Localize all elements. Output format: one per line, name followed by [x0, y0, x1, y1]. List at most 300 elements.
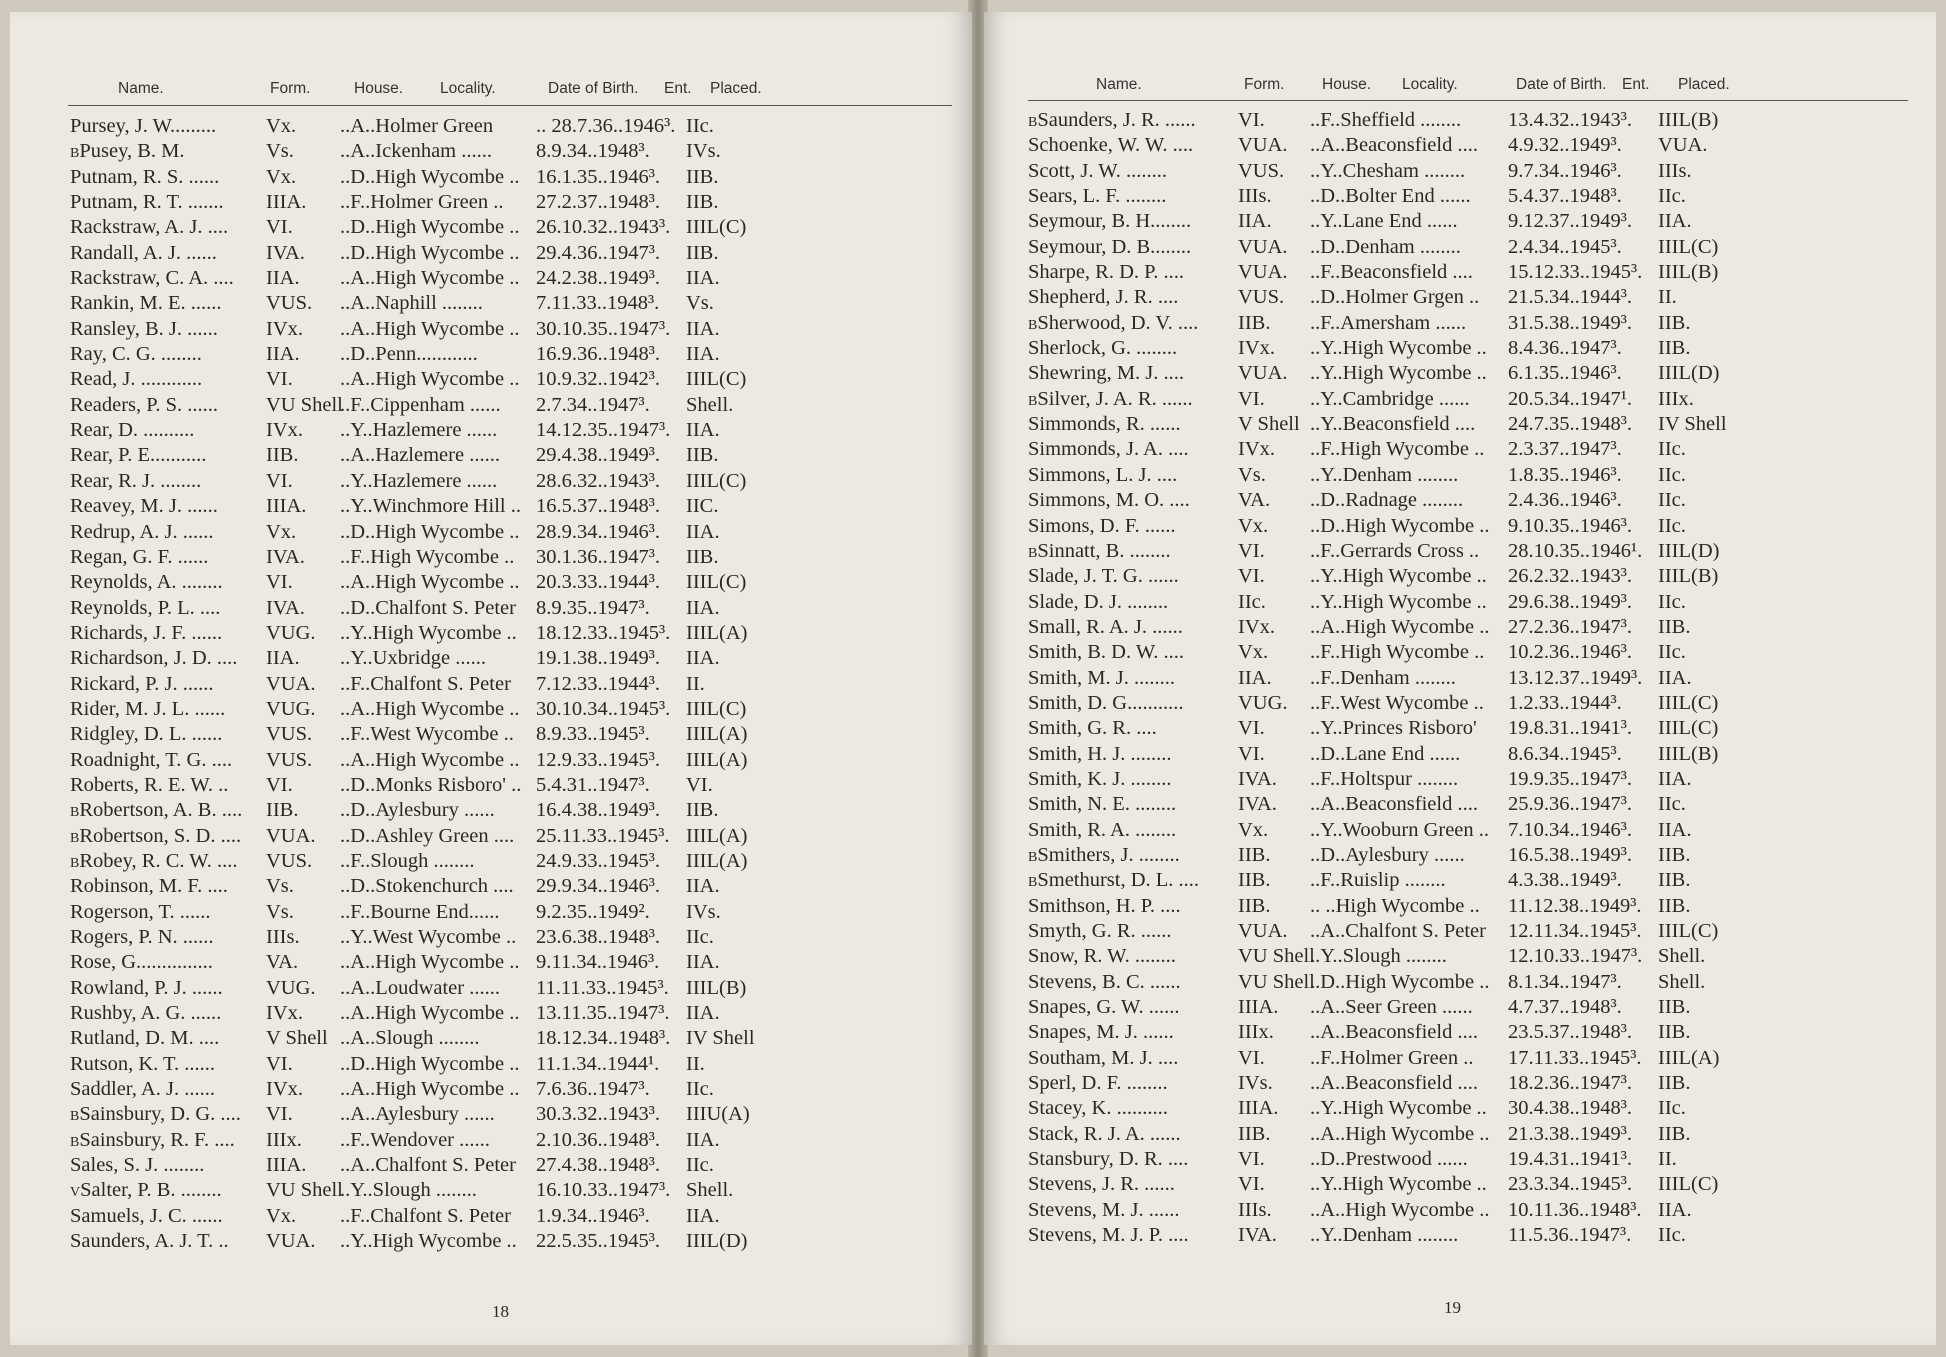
table-row	[70, 1229, 960, 1254]
entry-date-of-birth: 7.10.34..1946³.	[1508, 818, 1633, 841]
entry-locality: ..Y..High Wycombe ..	[340, 1230, 517, 1253]
entry-name-text: Schoenke, W. W. ....	[1028, 134, 1194, 157]
table-row	[70, 798, 960, 823]
entry-name	[70, 1026, 219, 1051]
entry-date-of-birth: 8.9.34..1948³.	[536, 140, 650, 163]
entry-name	[70, 824, 241, 851]
entry-name	[1028, 666, 1175, 691]
entry-name	[70, 672, 214, 697]
entry-mark: B	[1028, 317, 1038, 333]
entry-name	[1028, 716, 1157, 741]
entry-name	[1028, 1071, 1168, 1096]
entry-form: VU Shell	[266, 393, 343, 416]
entry-date-of-birth: 2.7.34..1947³.	[536, 393, 650, 416]
page-18	[10, 12, 972, 1345]
table-row	[1028, 1046, 1928, 1071]
entry-form: IVA.	[266, 241, 305, 264]
table-row	[1028, 159, 1928, 184]
entry-placed: IV Shell	[686, 1027, 755, 1050]
table-row	[70, 621, 960, 646]
entry-locality: ..Y..High Wycombe ..	[1310, 1173, 1487, 1196]
entry-locality: ..Y..High Wycombe ..	[340, 621, 517, 644]
entry-form: VUS.	[266, 748, 313, 771]
entry-date-of-birth: 18.12.34..1948³.	[536, 1027, 671, 1050]
table-row	[1028, 1096, 1928, 1121]
entry-name-text: Sears, L. F. ........	[1028, 185, 1167, 208]
entry-date-of-birth: 26.10.32..1943³.	[536, 216, 671, 239]
entry-locality: ..F..Holmer Green ..	[1310, 1046, 1474, 1069]
table-row	[1028, 1147, 1928, 1172]
entry-name-text: Stevens, M. J. ......	[1028, 1198, 1180, 1221]
entry-date-of-birth: 9.7.34..1946³.	[1508, 159, 1622, 182]
table-row	[1028, 311, 1928, 336]
table-row	[70, 241, 960, 266]
entry-date-of-birth: 27.2.37..1948³.	[536, 191, 661, 214]
entry-locality: ..A..High Wycombe ..	[340, 1002, 520, 1025]
entry-placed: IIIL(A)	[1658, 1046, 1720, 1069]
entry-date-of-birth: 1.9.34..1946³.	[536, 1204, 650, 1227]
column-headers	[118, 80, 958, 100]
entry-placed: VI.	[686, 773, 713, 796]
entry-locality: ..A..Loudwater ......	[340, 976, 500, 999]
entry-date-of-birth: 23.3.34..1945³.	[1508, 1173, 1633, 1196]
entry-placed: IIIL(C)	[1658, 691, 1719, 714]
table-row	[70, 342, 960, 367]
entry-placed: IVs.	[686, 900, 721, 923]
entry-mark: B	[70, 146, 80, 162]
entry-form: VU Shell	[1238, 945, 1315, 968]
entry-locality: ..Y..Slough ........	[340, 1179, 477, 1202]
entry-name-text: Simmonds, J. A. ....	[1028, 438, 1189, 461]
table-row	[1028, 818, 1928, 843]
entry-date-of-birth: 18.12.33..1945³.	[536, 621, 671, 644]
entry-date-of-birth: 11.12.38..1949³.	[1508, 894, 1642, 917]
entry-name	[1028, 184, 1166, 209]
header-dob: Date of Birth.	[1516, 76, 1607, 93]
entry-form: IVx.	[1238, 615, 1276, 638]
entry-name	[70, 697, 225, 722]
entry-locality: ..Y..Uxbridge ......	[340, 647, 486, 670]
table-row	[70, 418, 960, 443]
entry-name	[70, 748, 232, 773]
entry-name-text: Robertson, S. D. ....	[79, 824, 242, 847]
table-row	[70, 1204, 960, 1229]
entry-date-of-birth: 21.5.34..1944³.	[1508, 286, 1633, 309]
entry-placed: IIIL(B)	[1658, 261, 1719, 284]
entry-date-of-birth: 17.11.33..1945³.	[1508, 1046, 1642, 1069]
entry-name	[1028, 1147, 1188, 1172]
table-row	[70, 646, 960, 671]
entry-form: IVx.	[1238, 438, 1276, 461]
table-row	[70, 367, 960, 392]
entry-name-text: Rose, G...............	[70, 951, 213, 974]
table-row	[70, 443, 960, 468]
entry-date-of-birth: 16.10.33..1947³.	[536, 1179, 671, 1202]
entry-placed: IVs.	[686, 140, 721, 163]
entry-name-text: Stevens, M. J. P. ....	[1028, 1224, 1189, 1247]
entry-date-of-birth: 29.9.34..1946³.	[536, 875, 661, 898]
entry-date-of-birth: 8.6.34..1945³.	[1508, 742, 1622, 765]
entry-form: IVs.	[1238, 1072, 1273, 1095]
entry-placed: IIIL(B)	[1658, 109, 1719, 131]
entry-date-of-birth: 7.11.33..1948³.	[536, 292, 660, 315]
entry-date-of-birth: 29.4.38..1949³.	[536, 444, 661, 467]
entry-name-text: Sharpe, R. D. P. ....	[1028, 261, 1185, 284]
entry-locality: ..Y..High Wycombe ..	[1310, 590, 1487, 613]
entry-name-text: Stacey, K. ..........	[1028, 1097, 1168, 1120]
entry-locality: ..Y..Lane End ......	[1310, 210, 1458, 233]
entry-placed: IIIL(B)	[686, 976, 747, 999]
entry-date-of-birth: 24.9.33..1945³.	[536, 849, 661, 872]
header-dob: Date of Birth.	[548, 80, 639, 97]
entry-locality: ..F..Gerrards Cross ..	[1310, 539, 1480, 562]
table-row	[70, 773, 960, 798]
entry-name	[1028, 640, 1184, 665]
table-row	[1028, 1223, 1928, 1248]
entry-placed: IIA.	[686, 1128, 720, 1151]
entry-placed: IIc.	[686, 926, 714, 948]
entry-locality: ..Y..Hazlemere ......	[340, 469, 498, 492]
entry-form: VI.	[266, 1103, 293, 1126]
entry-name-text: Rider, M. J. L. ......	[70, 697, 226, 720]
table-row	[1028, 742, 1928, 767]
table-row	[1028, 792, 1928, 817]
entry-placed: IIB.	[1658, 615, 1691, 638]
entry-form: Vx.	[266, 115, 297, 137]
table-row	[1028, 666, 1928, 691]
entry-mark: B	[1028, 849, 1038, 865]
table-row	[1028, 843, 1928, 868]
entry-date-of-birth: 11.11.33..1945³.	[536, 976, 669, 999]
entry-name-text: Smith, G. R. ....	[1028, 717, 1157, 740]
entry-name-text: Snapes, M. J. ......	[1028, 1021, 1174, 1044]
entry-name	[1028, 894, 1181, 919]
entry-mark: B	[70, 1134, 80, 1150]
entry-name	[70, 165, 219, 190]
entry-name	[70, 570, 223, 595]
entry-name	[70, 342, 202, 367]
entry-placed: IIc.	[686, 115, 714, 137]
entry-form: VI.	[1238, 109, 1265, 131]
entry-locality: ..D..Denham ........	[1310, 235, 1461, 258]
entry-name-text: Silver, J. A. R. ......	[1037, 387, 1193, 410]
entry-name	[1028, 463, 1177, 488]
entry-form: IVx.	[266, 419, 304, 442]
entry-locality: ..D..High Wycombe ..	[340, 520, 520, 543]
entry-form: Vs.	[266, 875, 294, 898]
entry-placed: IIc.	[1658, 438, 1686, 461]
entry-date-of-birth: 24.2.38..1949³.	[536, 267, 661, 290]
entry-name	[1028, 437, 1189, 462]
entry-date-of-birth: 19.9.35..1947³.	[1508, 767, 1633, 790]
entry-name-text: Read, J. ............	[70, 368, 203, 391]
entry-mark: V	[70, 1185, 81, 1201]
entry-form: IIIs.	[1238, 185, 1272, 208]
entry-form: Vs.	[1238, 463, 1266, 486]
entry-name	[1028, 514, 1176, 539]
entry-name-text: Robertson, A. B. ....	[79, 799, 243, 822]
entry-placed: IIA.	[1658, 1198, 1692, 1221]
table-row	[1028, 260, 1928, 285]
entry-placed: IIA.	[1658, 666, 1692, 689]
table-row	[70, 190, 960, 215]
entry-locality: ..Y..Winchmore Hill ..	[340, 495, 521, 518]
table-row	[70, 925, 960, 950]
header-placed: Placed.	[1678, 76, 1730, 93]
entry-locality: ..D..Radnage ........	[1310, 489, 1464, 512]
entry-locality: ..D..Prestwood ......	[1310, 1148, 1468, 1171]
entry-name	[1028, 387, 1193, 414]
entry-name	[1028, 159, 1167, 184]
entry-date-of-birth: 27.2.36..1947³.	[1508, 615, 1633, 638]
table-row	[70, 494, 960, 519]
entry-name-text: Rutland, D. M. ....	[70, 1027, 220, 1050]
entry-placed: IIc.	[1658, 590, 1686, 613]
entry-form: VU Shell	[266, 1179, 343, 1202]
table-row	[70, 722, 960, 747]
entry-form: IIB.	[1238, 311, 1271, 334]
entry-name	[70, 241, 217, 266]
entry-form: IIIx.	[266, 1128, 302, 1151]
table-row	[1028, 1198, 1928, 1223]
entry-name-text: Stack, R. J. A. ......	[1028, 1122, 1181, 1145]
entry-form: VUG.	[266, 621, 316, 644]
entry-date-of-birth: 5.4.31..1947³.	[536, 773, 650, 796]
entry-name-text: Readers, P. S. ......	[70, 393, 219, 416]
entry-locality: ..Y..Wooburn Green ..	[1310, 818, 1490, 841]
entry-placed: IIIL(C)	[686, 368, 747, 391]
entry-form: VI.	[1238, 565, 1265, 588]
page-number: 18	[492, 1302, 509, 1321]
entry-placed: IIIL(B)	[1658, 742, 1719, 765]
entry-locality: ..F..Ruislip ........	[1310, 869, 1446, 892]
entry-placed: IIIL(C)	[686, 697, 747, 720]
header-locality: Locality.	[440, 80, 496, 97]
header-name: Name.	[118, 80, 164, 97]
entry-date-of-birth: 7.12.33..1944³.	[536, 672, 661, 695]
entry-name	[1028, 412, 1181, 437]
entry-placed: II.	[686, 1052, 705, 1075]
entry-name-text: Reynolds, P. L. ....	[70, 596, 221, 619]
entry-form: Vx.	[1238, 818, 1269, 841]
table-row	[1028, 944, 1928, 969]
entry-placed: IIA.	[686, 596, 720, 619]
entry-form: IIB.	[1238, 894, 1271, 917]
header-ent: Ent.	[1622, 76, 1650, 93]
entry-placed: IIIL(C)	[1658, 1173, 1719, 1196]
entry-form: VI.	[1238, 742, 1265, 765]
entry-date-of-birth: 24.7.35..1948³.	[1508, 413, 1633, 436]
entry-locality: ..Y..Slough ........	[1310, 945, 1447, 968]
entry-name-text: Smith, H. J. ........	[1028, 742, 1172, 765]
entry-form: IIIs.	[1238, 1198, 1272, 1221]
entry-form: VUG.	[266, 976, 316, 999]
table-row	[70, 849, 960, 874]
table-row	[1028, 615, 1928, 640]
entry-name-text: Sales, S. J. ........	[70, 1154, 205, 1177]
entry-name-text: Richardson, J. D. ....	[70, 647, 238, 670]
entry-placed: IIIs.	[1658, 159, 1692, 182]
entry-form: VI.	[1238, 539, 1265, 562]
entry-placed: IIc.	[686, 1154, 714, 1177]
table-row	[70, 976, 960, 1001]
entry-placed: Shell.	[686, 393, 734, 416]
entry-form: IIA.	[266, 647, 300, 670]
entry-name	[1028, 1096, 1168, 1121]
entry-locality: ..F..Beaconsfield ....	[1310, 261, 1473, 284]
entry-date-of-birth: 13.11.35..1947³.	[536, 1002, 670, 1025]
entry-date-of-birth: 30.4.38..1948³.	[1508, 1097, 1633, 1120]
entry-name-text: Stansbury, D. R. ....	[1028, 1148, 1189, 1171]
entry-locality: ..D..Aylesbury ......	[340, 799, 495, 822]
entry-placed: IIc.	[1658, 463, 1686, 486]
entry-name-text: Robey, R. C. W. ....	[79, 849, 238, 872]
header-rule	[68, 105, 952, 106]
entry-locality: ..F..Holtspur ........	[1310, 767, 1459, 790]
table-row	[70, 748, 960, 773]
entry-name-text: Slade, D. J. ........	[1028, 590, 1169, 613]
entry-name-text: Rogers, P. N. ......	[70, 926, 214, 948]
entry-name	[70, 773, 228, 798]
entry-name-text: Ridgley, D. L. ......	[70, 723, 223, 746]
entry-name-text: Smith, D. G...........	[1028, 691, 1184, 714]
entry-name	[1028, 843, 1180, 870]
entry-locality: ..Y..High Wycombe ..	[1310, 337, 1487, 360]
entry-mark: B	[1028, 875, 1038, 891]
entry-locality: ..A..High Wycombe ..	[340, 317, 520, 340]
entry-name-text: Rear, D. ..........	[70, 419, 195, 442]
table-row	[1028, 209, 1928, 234]
entry-locality: ..A..High Wycombe ..	[340, 697, 520, 720]
entry-placed: IIB.	[1658, 894, 1691, 917]
entry-name-text: Ransley, B. J. ......	[70, 317, 218, 340]
entry-name	[70, 545, 208, 570]
entry-placed: IIIx.	[1658, 387, 1694, 410]
entry-name-text: Stevens, B. C. ......	[1028, 970, 1181, 993]
entry-name-text: Simons, D. F. ......	[1028, 514, 1176, 537]
entry-placed: IIc.	[1658, 514, 1686, 537]
entry-form: VUA.	[1238, 920, 1288, 942]
entry-form: IVA.	[266, 545, 305, 568]
table-row	[70, 114, 960, 139]
entry-locality: ..Y..High Wycombe ..	[1310, 565, 1487, 588]
entry-date-of-birth: 29.4.36..1947³.	[536, 241, 661, 264]
entry-locality: ..A..Slough ........	[340, 1027, 480, 1050]
table-row	[1028, 336, 1928, 361]
entry-locality: ..D..High Wycombe ..	[340, 1052, 520, 1075]
entry-date-of-birth: 15.12.33..1945³.	[1508, 261, 1643, 284]
table-row	[70, 1077, 960, 1102]
entry-date-of-birth: 13.12.37..1949³.	[1508, 666, 1643, 689]
entry-name	[70, 722, 222, 747]
entry-placed: IIC.	[686, 495, 719, 518]
table-row	[1028, 691, 1928, 716]
entry-name	[70, 798, 242, 825]
table-row	[1028, 108, 1928, 133]
entry-placed: IIc.	[1658, 1224, 1686, 1247]
entry-form: VI.	[266, 368, 293, 391]
entry-name-text: Salter, P. B. ........	[80, 1179, 222, 1202]
entry-placed: IIIL(C)	[1658, 920, 1719, 942]
entry-date-of-birth: 16.9.36..1948³.	[536, 343, 661, 366]
table-row	[70, 570, 960, 595]
entry-locality: ..F..West Wycombe ..	[1310, 691, 1484, 714]
entry-form: VUA.	[266, 1230, 316, 1253]
entry-date-of-birth: 19.1.38..1949³.	[536, 647, 661, 670]
entry-name-text: Roadnight, T. G. ....	[70, 748, 233, 771]
entry-placed: IIA.	[686, 267, 720, 290]
table-row	[1028, 640, 1928, 665]
entry-name-text: Pusey, B. M.	[79, 140, 185, 163]
entry-locality: ..A..Aylesbury ......	[340, 1103, 495, 1126]
entry-date-of-birth: 8.4.36..1947³.	[1508, 337, 1622, 360]
entry-name-text: Rogerson, T. ......	[70, 900, 211, 923]
entry-placed: IIIL(D)	[1658, 362, 1720, 385]
entry-locality: ..A..Beaconsfield ....	[1310, 134, 1478, 157]
entry-form: VUA.	[266, 824, 316, 847]
table-row	[1028, 767, 1928, 792]
table-row	[1028, 437, 1928, 462]
header-rule	[1028, 100, 1908, 101]
entry-locality: ..Y..Beaconsfield ....	[1310, 413, 1476, 436]
entry-name-text: Sherlock, G. ........	[1028, 337, 1178, 360]
entry-locality: ..A..High Wycombe ..	[340, 748, 520, 771]
entry-name-text: Rankin, M. E. ......	[70, 292, 222, 315]
entry-name	[1028, 868, 1199, 895]
entry-name-text: Rushby, A. G. ......	[70, 1002, 222, 1025]
entry-placed: II.	[1658, 1148, 1677, 1171]
table-row	[1028, 133, 1928, 158]
entry-form: VUA.	[1238, 235, 1288, 258]
entry-name-text: Rear, P. E...........	[70, 444, 207, 467]
entry-name-text: Rear, R. J. ........	[70, 469, 202, 492]
entry-mark: B	[1028, 115, 1038, 130]
entry-name	[1028, 260, 1184, 285]
table-row	[70, 165, 960, 190]
entry-locality: ..A..Beaconsfield ....	[1310, 793, 1478, 816]
entry-placed: IIc.	[1658, 489, 1686, 512]
entry-form: IIB.	[1238, 869, 1271, 892]
entry-form: VU Shell	[1238, 970, 1315, 993]
entry-name	[70, 1128, 235, 1155]
entry-name	[1028, 970, 1181, 995]
entry-locality: ..F..Bourne End......	[340, 900, 500, 923]
entry-name-text: Slade, J. T. G. ......	[1028, 565, 1179, 588]
entry-placed: IIA.	[1658, 767, 1692, 790]
column-headers	[1096, 76, 1926, 96]
entry-name	[1028, 539, 1171, 566]
table-row	[1028, 970, 1928, 995]
entry-form: VUS.	[266, 723, 313, 746]
entry-date-of-birth: 8.9.35..1947³.	[536, 596, 650, 619]
entry-name-text: Rutson, K. T. ......	[70, 1052, 216, 1075]
entry-form: Vs.	[266, 140, 294, 163]
entry-placed: IIc.	[1658, 1097, 1686, 1120]
entry-form: Vx.	[266, 520, 297, 543]
entry-name-text: Sinnatt, B. ........	[1037, 539, 1171, 562]
table-row	[70, 1102, 960, 1127]
entry-form: VI.	[1238, 717, 1265, 740]
entry-form: IIc.	[1238, 590, 1266, 613]
entry-date-of-birth: 4.9.32..1949³.	[1508, 134, 1622, 157]
header-name: Name.	[1096, 76, 1142, 93]
entry-name	[1028, 919, 1172, 944]
entry-name	[70, 367, 202, 392]
entry-name	[70, 520, 214, 545]
header-house: House.	[354, 80, 404, 97]
header-house: House.	[1322, 76, 1372, 93]
entry-name	[70, 925, 214, 950]
